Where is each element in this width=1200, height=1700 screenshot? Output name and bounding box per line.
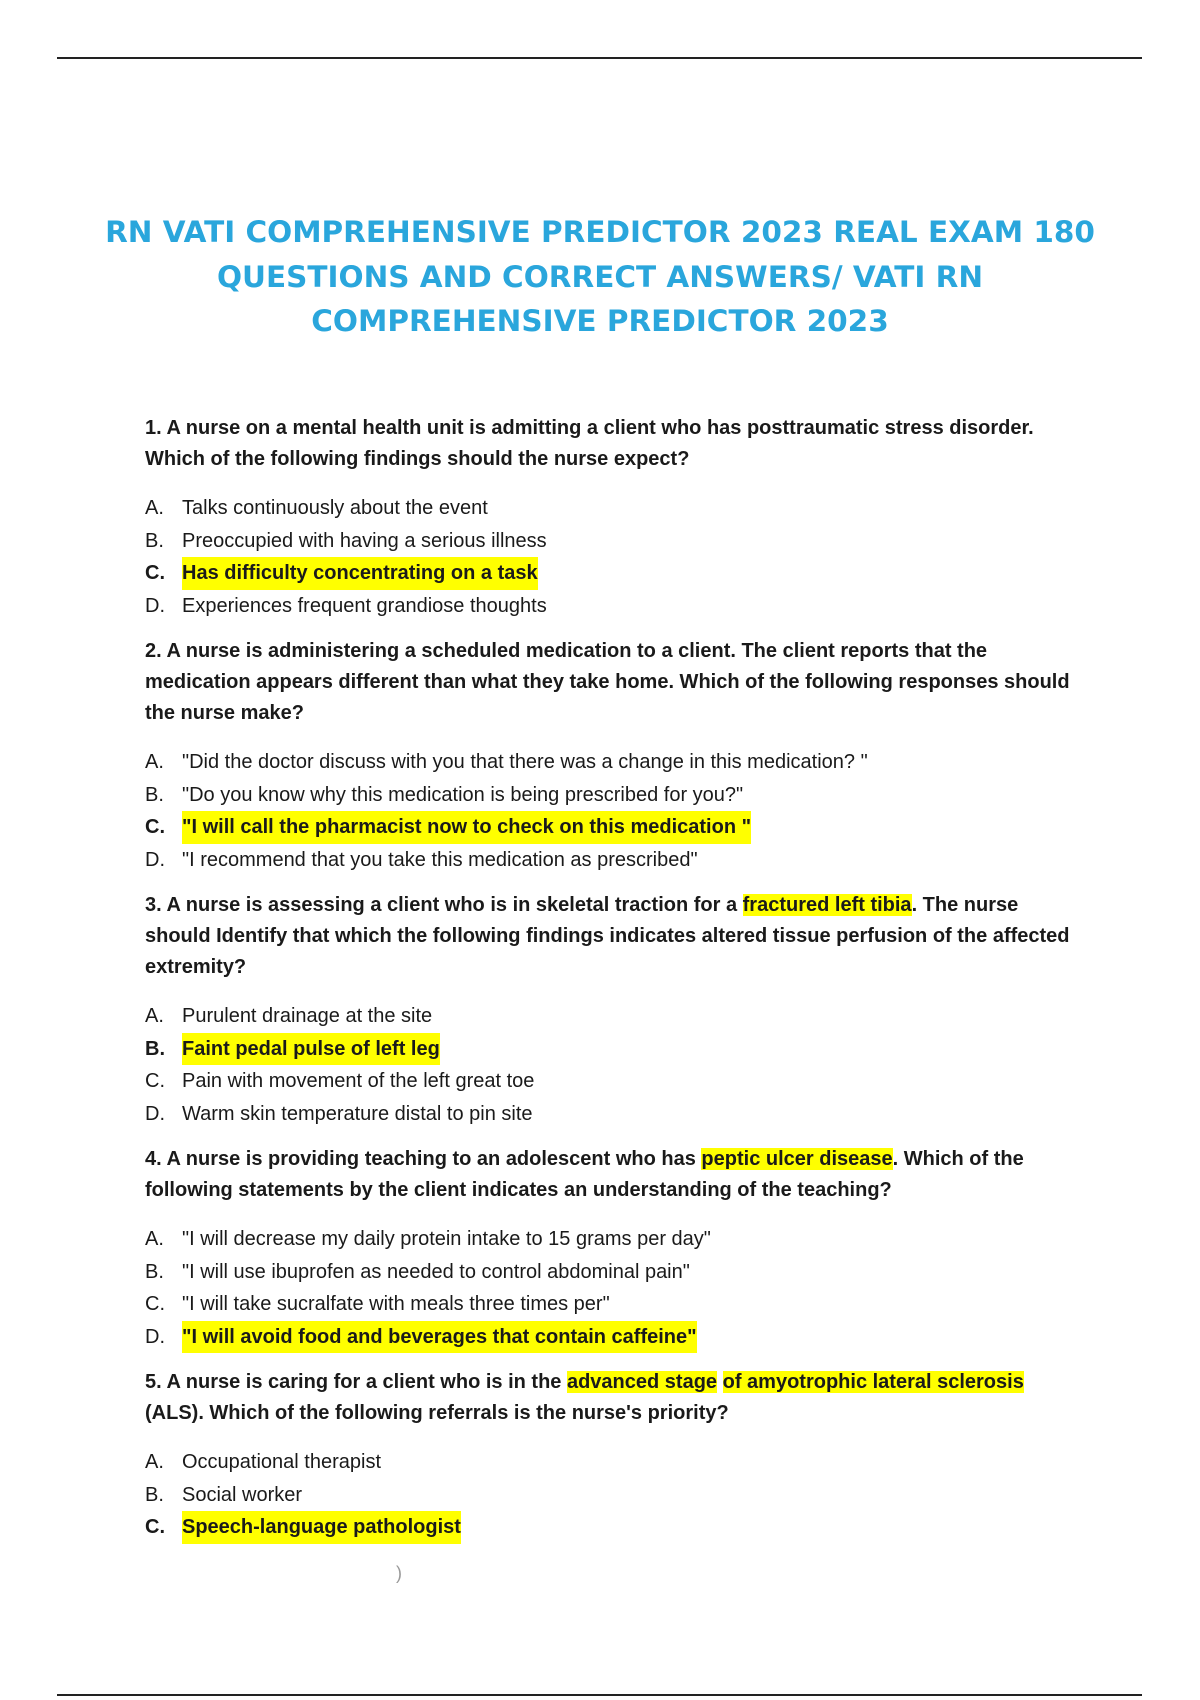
option-b-correct: B. Faint pedal pulse of left leg	[145, 1033, 1085, 1066]
highlighted-phrase: peptic ulcer disease	[701, 1148, 893, 1170]
question-stem: 3. A nurse is assessing a client who is in skeletal traction for a fractured left tibia. The nurse should Identify that which the following findings indicates altered tissue perfusion of the affected extremity?	[145, 894, 1070, 978]
option-c-correct: C. Speech-language pathologist	[145, 1511, 1085, 1544]
answer-options	[145, 1446, 1085, 1544]
option-a: A. Occupational therapist	[145, 1451, 382, 1473]
question-1	[145, 413, 1085, 622]
option-a: A. "I will decrease my daily protein intake to 15 grams per day"	[145, 1228, 711, 1250]
option-d-correct: D. "I will avoid food and beverages that contain caffeine"	[145, 1321, 1085, 1354]
highlighted-answer: "I will avoid food and beverages that contain caffeine"	[182, 1321, 697, 1354]
answer-options	[145, 492, 1085, 622]
question-stem: 4. A nurse is providing teaching to an adolescent who has peptic ulcer disease. Which of the following statements by the client indicates an understanding of the teaching?	[145, 1148, 1024, 1201]
highlighted-phrase: of amyotrophic lateral sclerosis	[722, 1371, 1024, 1393]
question-2	[145, 636, 1085, 876]
stray-glyph: )	[396, 1563, 402, 1583]
answer-options	[145, 746, 1085, 876]
highlighted-answer: Speech-language pathologist	[182, 1511, 461, 1544]
option-c: C. Pain with movement of the left great toe	[145, 1070, 535, 1092]
question-stem: 1. A nurse on a mental health unit is admitting a client who has posttraumatic stress disorder. Which of the following findings should the nurse expect?	[145, 417, 1034, 470]
question-3	[145, 890, 1085, 1130]
option-d: D. Warm skin temperature distal to pin site	[145, 1102, 533, 1125]
option-b: B. Preoccupied with having a serious illness	[145, 529, 547, 552]
option-a: A. Purulent drainage at the site	[145, 1005, 433, 1027]
option-b: B. "I will use ibuprofen as needed to control abdominal pain"	[145, 1260, 690, 1283]
title-line: QUESTIONS AND CORRECT ANSWERS/ VATI RN	[216, 259, 984, 294]
option-b: B. "Do you know why this medication is being prescribed for you?"	[145, 783, 744, 806]
bottom-rule	[57, 1694, 1142, 1696]
question-stem: 5. A nurse is caring for a client who is in the advanced stage of amyotrophic lateral sclerosis (ALS). Which of the following referrals is the nurse's priority?	[145, 1371, 1024, 1424]
top-rule	[57, 57, 1142, 59]
option-a: A. Talks continuously about the event	[145, 497, 488, 519]
option-d: D. Experiences frequent grandiose thoughts	[145, 594, 547, 617]
question-list	[145, 413, 1085, 1558]
highlighted-phrase: advanced stage	[566, 1371, 718, 1393]
answer-options	[145, 1000, 1085, 1130]
title-line: RN VATI COMPREHENSIVE PREDICTOR 2023 REAL EXAM 180	[105, 215, 1095, 249]
option-c: C. "I will take sucralfate with meals three times per"	[145, 1293, 610, 1315]
question-5	[145, 1367, 1085, 1544]
option-b: B. Social worker	[145, 1483, 303, 1506]
highlighted-phrase: fractured left tibia	[742, 894, 912, 916]
title-line: COMPREHENSIVE PREDICTOR 2023	[311, 304, 889, 338]
answer-options	[145, 1223, 1085, 1353]
highlighted-answer: Faint pedal pulse of left leg	[182, 1033, 440, 1066]
question-4	[145, 1144, 1085, 1353]
option-a: A. "Did the doctor discuss with you that there was a change in this medication? "	[145, 751, 868, 773]
option-c-correct: C. "I will call the pharmacist now to check on this medication "	[145, 811, 1085, 844]
highlighted-answer: Has difficulty concentrating on a task	[182, 557, 538, 590]
highlighted-answer: "I will call the pharmacist now to check on this medication "	[182, 811, 751, 844]
document-title	[100, 210, 1100, 344]
option-c-correct: C. Has difficulty concentrating on a task	[145, 557, 1085, 590]
option-d: D. "I recommend that you take this medication as prescribed"	[145, 848, 698, 871]
question-stem: 2. A nurse is administering a scheduled medication to a client. The client reports that the medication appears different than what they take home. Which of the following responses should the nurse make?	[145, 640, 1070, 724]
